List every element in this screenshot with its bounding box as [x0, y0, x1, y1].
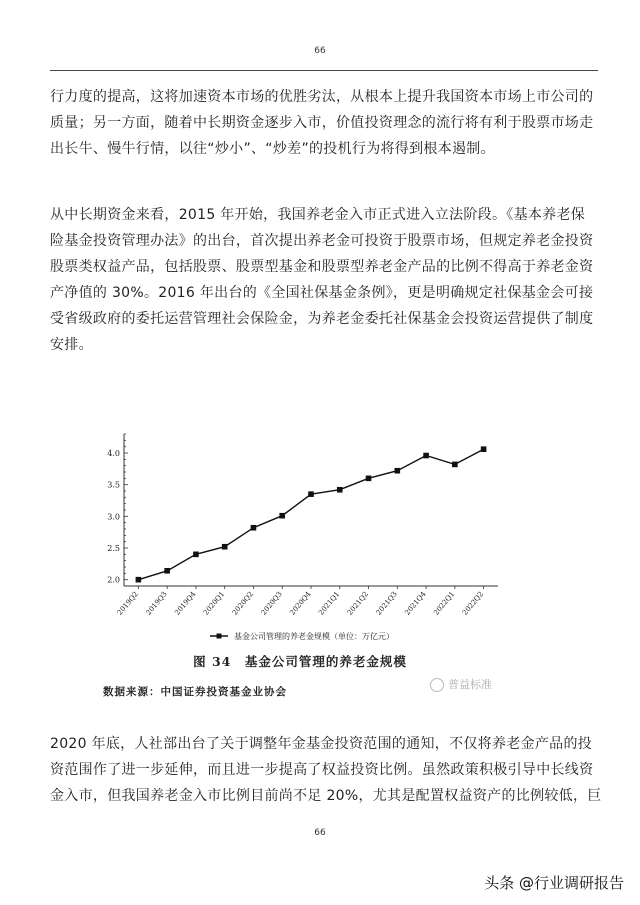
x-tick-label: 2020Q1 [202, 590, 227, 617]
text-line: 2020 年底，人社部出台了关于调整年金基金投资范围的通知，不仅将养老金产品的投 [50, 736, 593, 752]
x-tick-label: 2019Q4 [173, 590, 198, 617]
x-tick-label: 2021Q4 [403, 590, 428, 617]
text-line: 安排。 [50, 337, 93, 353]
text-line: 质量；另一方面，随着中长期资金逐步入市，价值投资理念的流行将有利于股票市场走 [50, 115, 594, 131]
x-tick-label: 2019Q3 [144, 590, 169, 617]
text-line: 股票类权益产品，包括股票、股票型基金和股票型养老金产品的比例不得高于养老金资 [50, 259, 594, 275]
x-tick-label: 2019Q2 [115, 590, 140, 617]
page-number-top: 66 [314, 46, 326, 56]
text-line: 从中长期资金来看，2015 年开始，我国养老金入市正式进入立法阶段。《基本养老保 [50, 207, 586, 223]
legend-marker [217, 634, 222, 639]
text-line: 行力度的提高，这将加速资本市场的优胜劣汰，从根本上提升我国资本市场上市公司的 [50, 89, 594, 105]
text-line: 出长牛、慢牛行情，以往“炒小”、“炒差”的投机行为将得到根本遏制。 [50, 141, 495, 157]
data-point [395, 468, 401, 474]
series-line [138, 449, 483, 580]
data-point [251, 525, 257, 531]
header-rule [50, 70, 598, 71]
y-tick-label: 4.0 [107, 449, 120, 458]
text-line: 金入市，但我国养老金入市比例目前尚不足 20%，尤其是配置权益资产的比例较低，巨 [50, 788, 602, 804]
x-tick-label: 2021Q3 [374, 590, 399, 617]
data-point [366, 476, 372, 482]
page-number-bottom: 66 [314, 828, 326, 838]
data-point [279, 513, 285, 519]
footer-brand: 头条 @行业调研报告 [484, 874, 624, 892]
legend-label: 基金公司管理的养老金规模（单位：万亿元） [234, 632, 394, 641]
data-point [337, 487, 343, 493]
x-tick-label: 2020Q4 [288, 590, 313, 617]
data-point [193, 552, 199, 558]
paragraph-1 [50, 84, 598, 162]
x-tick-label: 2021Q2 [345, 590, 371, 617]
x-tick-label: 2020Q3 [259, 590, 284, 617]
data-point [222, 544, 228, 550]
text-line: 资范围作了进一步延伸，而且进一步提高了权益投资比例。虽然政策积极引导中长线资 [50, 762, 594, 778]
figure-source: 数据来源：中国证券投资基金业协会 [103, 686, 287, 698]
data-point [481, 446, 487, 452]
watermark-logo-icon [430, 678, 444, 692]
data-point [452, 462, 458, 468]
data-point [164, 568, 170, 574]
data-point [136, 577, 142, 583]
x-tick-label: 2021Q1 [317, 590, 342, 617]
y-tick-label: 3.5 [107, 480, 120, 490]
paragraph-3 [50, 731, 602, 809]
pension-scale-line-chart [70, 432, 510, 646]
text-line: 险基金投资管理办法》的出台，首次提出养老金可投资于股票市场，但规定养老金投资 [50, 233, 594, 249]
figure-caption: 图 34 基金公司管理的养老金规模 [193, 654, 407, 669]
watermark-text: 普益标准 [448, 678, 492, 691]
x-tick-label: 2020Q2 [230, 590, 255, 617]
data-point [308, 491, 314, 497]
paragraph-2 [50, 202, 598, 358]
text-line: 受省级政府的委托运营管理社会保险金，为养老金委托社保基金会投资运营提供了制度 [50, 311, 594, 327]
x-tick-label: 2022Q1 [432, 590, 457, 617]
x-tick-label: 2022Q2 [461, 590, 486, 617]
data-point [423, 453, 429, 459]
watermark [430, 676, 492, 692]
y-tick-label: 3.0 [107, 512, 120, 522]
text-line: 产净值的 30%。2016 年出台的《全国社保基金条例》，更是明确规定社保基金会可接 [50, 285, 594, 301]
y-tick-label: 2.0 [107, 575, 120, 585]
y-tick-label: 2.5 [107, 544, 120, 553]
